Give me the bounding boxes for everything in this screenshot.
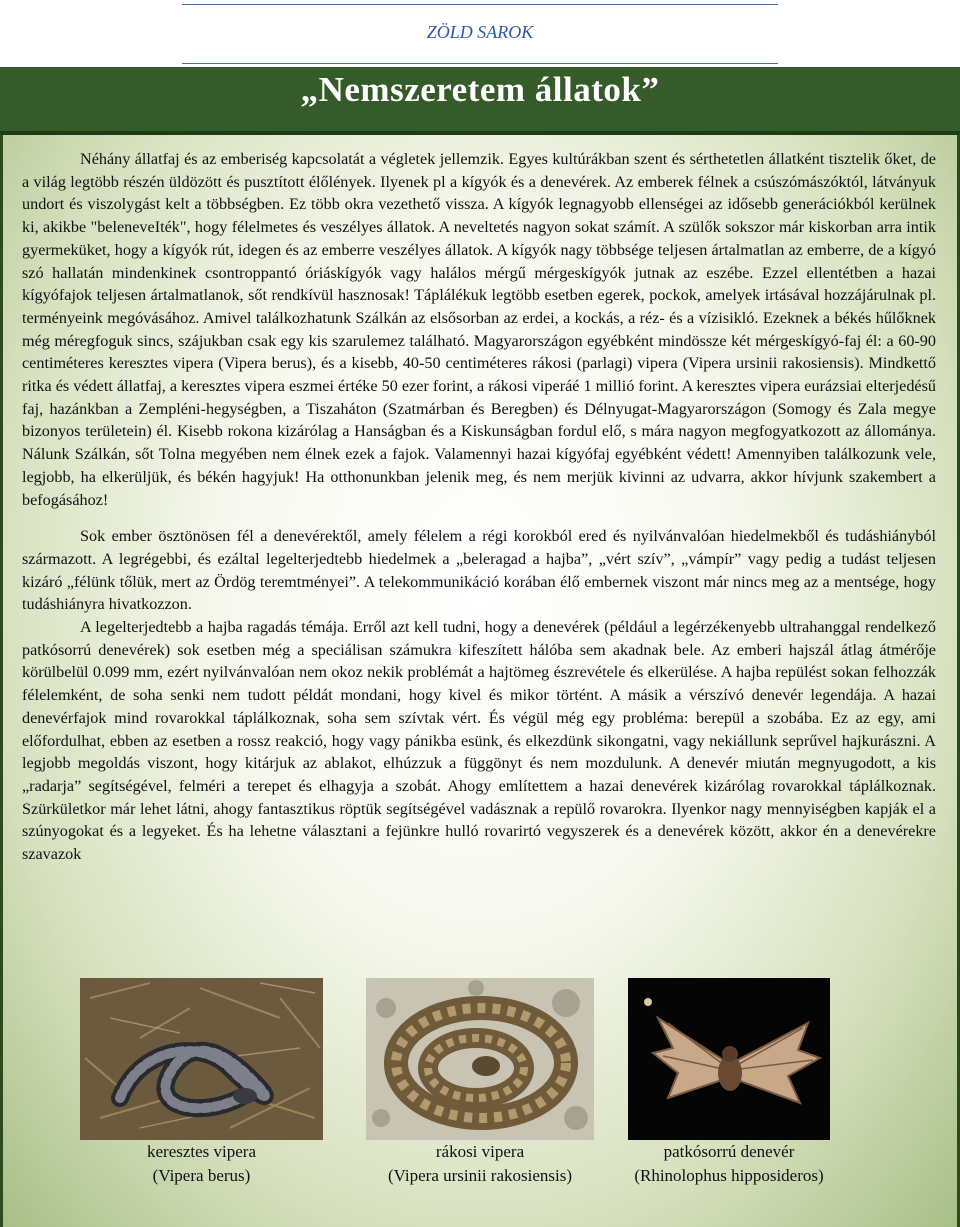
horseshoe-bat-photo bbox=[628, 978, 830, 1140]
caption-meadow-viper bbox=[350, 1140, 610, 1188]
caption-adder-latin: (Vipera berus) bbox=[152, 1166, 251, 1185]
caption-bat bbox=[614, 1140, 844, 1188]
section-label: ZÖLD SAROK bbox=[182, 4, 778, 64]
caption-bat-name: patkósorrú denevér bbox=[663, 1142, 795, 1161]
meadow-viper-photo bbox=[366, 978, 594, 1140]
caption-meadow-viper-name: rákosi vipera bbox=[435, 1142, 525, 1161]
article-body bbox=[22, 148, 936, 866]
caption-adder-name: keresztes vipera bbox=[146, 1142, 257, 1161]
caption-adder bbox=[80, 1140, 323, 1188]
page-title: „Nemszeretem állatok” bbox=[300, 70, 660, 109]
caption-bat-latin: (Rhinolophus hipposideros) bbox=[634, 1166, 824, 1185]
caption-meadow-viper-latin: (Vipera ursinii rakosiensis) bbox=[387, 1166, 573, 1185]
paragraph-bats-intro: Sok ember ösztönösen fél a denevérektől, amely félelem a régi korokból ered és nyilvánvalóan hiedelmekből és tudáshiányból származott. A legrégebbi, és ezáltal legelterjedtebb hiedelmek a „beleragad a hajba”, „vért szív”, „vámpír” vagy pedig a tudást teljesen kizáró „félünk tőlük, mert az Ördög teremtményei”. A telekommunikáció korában élő embernek viszont már nincs meg az a mentsége, hogy tudáshiányra hivatkozzon. bbox=[22, 527, 936, 614]
paragraph-snakes: Néhány állatfaj és az emberiség kapcsolatát a végletek jellemzik. Egyes kultúrákban szent és sérthetetlen állatként tisztelik őket, de a világ legtöbb részén üldözött és pusztított élőlények. Ilyenek pl a kígyók és a denevérek. Az emberek félnek a csúszómászóktól, látványuk undort és viszolygást kelt a többségben. Ez több okra vezethető vissza. A kígyók legnagyobb ellenségei az idősebb generációkból kerülnek ki, akikbe "beleneveIték", hogy félelmetes és veszélyes állatok. A neveltetés nagyon sokat számít. A szülők sokszor már kiskorban arra intik gyermeküket, hogy a kígyók rút, idegen és az emberre veszélyes állatok. A kígyók nagy többsége teljesen ártalmatlan az emberre, de a kígyó szó hallatán mindenkinek csontroppantó óriáskígyók vagy halálos mérgű mérgeskígyók jutnak az eszébe. Ezzel ellentétben a hazai kígyófajok teljesen ártalmatlanok, sőt rendkívül hasznosak! Táplálékuk legtöbb esetben egerek, pockok, amelyek irtásával hozzájárulnak pl. terményeink megóvásához. Amivel találkozhatunk Szálkán az elsősorban az erdei, a kockás, a réz- és a vízisikló. Ezeknek a békés hűlőknek még méregfoguk sincs, szájukban csak egy kis szarulemez található. Magyarországon egyébként mindössze két mérgeskígyó-faj él: a 60-90 centiméteres keresztes vipera (Vipera berus), és a kisebb, 40-50 centiméteres rákosi (parlagi) vipera (Vipera ursinii rakosiensis). Mindkettő ritka és védett állatfaj, a keresztes vipera eszmei értéke 50 ezer forint, a rákosi viperáé 1 millió forint. A keresztes vipera eurázsiai elterjedésű faj, hazánkban a Zempléni-hegységben, a Tiszaháton (Szatmárban és Beregben) és Délnyugat-Magyarországon (Somogy és Zala megye bizonyos területein) él. Kisebb rokona kizárólag a Hanságban és a Kiskunságban fordul elő, s mára nagyon megfogyatkozott az állománya. Nálunk Szálkán, sőt Tolna megyében nem élnek ezek a fajok. Valamennyi hazai kígyófaj egyébként védett! Amennyiben találkozunk vele, legjobb, ha elkerüljük, és békén hagyjuk! Ha otthonunkban jelenik meg, és nem merjük kivinni az udvarra, akkor hívjunk szakembert a befogásához! bbox=[22, 150, 936, 509]
paragraph-bats-myths: A legelterjedtebb a hajba ragadás témája. Erről azt kell tudni, hogy a denevérek (például a legérzékenyebb ultrahanggal rendelkező patkósorrú denevérek) sok esetben még a speciálisan számukra kifeszített hálóba sem akadnak bele. Az emberi hajszál átlag átmérője körülbelül 0.099 mm, ezért nyilvánvalóan nem okoz nekik problémát a hajtömeg észrevétele és elkerülése. A hajba repülést sokan felhozzák félelemként, de soha senki nem tudott példát mondani, hogy kivel és mikor történt. A másik a vérszívó denevér legendája. A hazai denevérfajok mind rovarokkal táplálkoznak, soha sem szívtak vért. És végül még egy probléma: berepül a szobába. Ez az egy, ami előfordulhat, ebben az esetben a rossz reakció, hogy vagy pánikba esünk, és elkezdünk sikongatni, vagy nekiállunk seprűvel hajkurászni. A legjobb megoldás viszont, hogy kitárjuk az ablakot, elhúzzuk a függönyt és nem mozdulunk. A denevér miután megnyugodott, a kis „radarja” segítségével, felméri a terepet és elhagyja a szobát. Ahogy említettem a hazai denevérek kizárólag rovarokkal táplálkoznak. Szürkületkor már lehet látni, ahogy fantasztikus röptük segítségével vadásznak a repülő rovarokra. Ilyenkor nagy mennyiségben kapják el a szúnyogokat és a legyeket. És ha lehetne választani a fejünkre hulló rovarirtó vegyszerek és a denevérek között, akkor én a denevérekre szavazok bbox=[22, 618, 936, 864]
adder-photo bbox=[80, 978, 323, 1140]
